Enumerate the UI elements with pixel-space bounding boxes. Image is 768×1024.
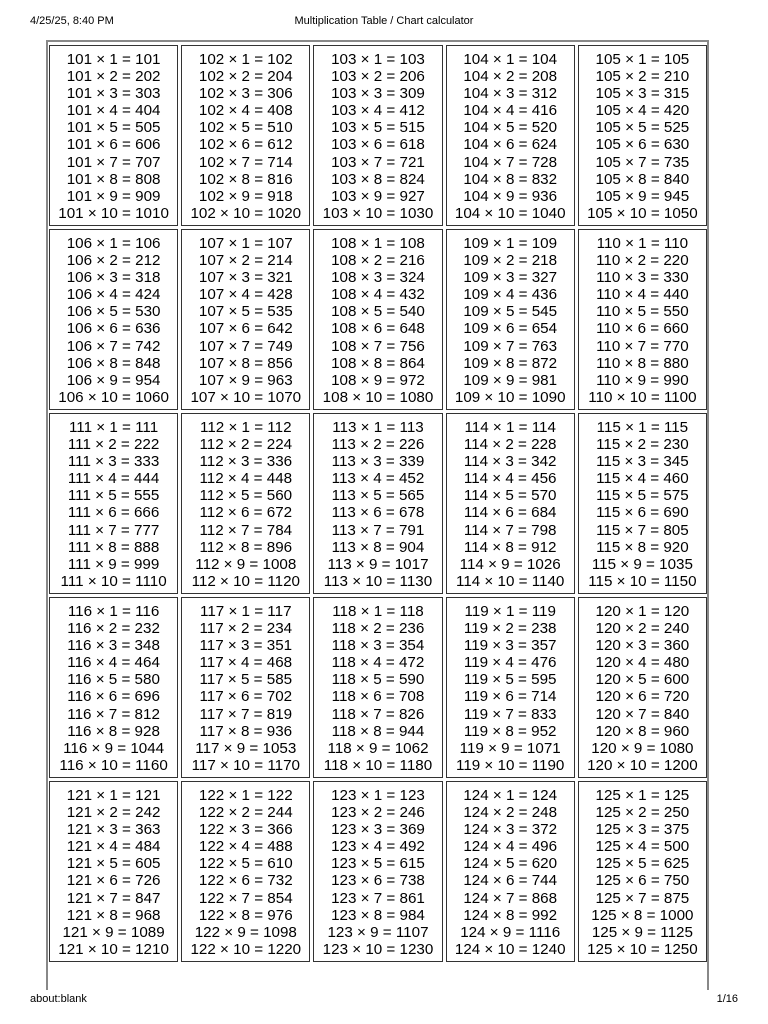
table-line: 119 × 7 = 833	[463, 705, 557, 723]
table-line: 104 × 5 = 520	[463, 119, 558, 137]
table-line: 111 × 5 = 555	[67, 487, 160, 505]
table-line: 117 × 8 = 936	[199, 722, 293, 740]
table-cell-124	[446, 781, 575, 962]
table-line: 115 × 6 = 690	[596, 504, 689, 522]
table-line: 112 × 3 = 336	[199, 453, 293, 471]
table-line: 124 × 7 = 868	[463, 889, 558, 907]
table-cell-109	[446, 229, 575, 410]
table-line: 105 × 4 = 420	[595, 102, 690, 120]
table-line: 117 × 6 = 702	[199, 688, 293, 706]
table-line: 108 × 2 = 216	[331, 252, 425, 270]
table-line: 109 × 7 = 763	[463, 337, 558, 355]
table-line: 105 × 5 = 525	[595, 119, 690, 137]
table-line: 106 × 9 = 954	[66, 371, 161, 389]
table-line: 116 × 1 = 116	[67, 603, 160, 620]
table-line: 107 × 1 = 107	[198, 235, 293, 252]
table-cell-103	[313, 45, 442, 226]
table-line: 121 × 10 = 1210	[58, 940, 169, 958]
table-line: 105 × 8 = 840	[595, 170, 690, 188]
table-line: 123 × 8 = 984	[331, 906, 425, 924]
table-line: 103 × 9 = 927	[331, 187, 425, 205]
table-line: 114 × 6 = 684	[463, 504, 557, 522]
table-line: 124 × 9 = 1116	[460, 923, 561, 941]
table-line: 116 × 4 = 464	[67, 654, 160, 672]
table-line: 121 × 6 = 726	[66, 872, 161, 890]
table-line: 113 × 4 = 452	[331, 470, 425, 488]
table-line: 104 × 10 = 1040	[454, 204, 566, 222]
page-url: about:blank	[30, 993, 87, 1005]
table-cell-115	[578, 413, 707, 594]
table-line: 111 × 9 = 999	[67, 555, 160, 573]
table-line: 121 × 5 = 605	[66, 855, 161, 873]
table-line: 122 × 3 = 366	[198, 821, 293, 839]
table-cell-104	[446, 45, 575, 226]
table-line: 119 × 10 = 1190	[456, 756, 565, 774]
table-line: 102 × 6 = 612	[198, 136, 293, 154]
table-line: 101 × 2 = 202	[66, 68, 161, 86]
table-line: 105 × 1 = 105	[595, 51, 690, 68]
table-line: 119 × 5 = 595	[463, 671, 557, 689]
table-line: 103 × 10 = 1030	[322, 204, 434, 222]
table-line: 122 × 10 = 1220	[190, 940, 302, 958]
table-line: 107 × 7 = 749	[198, 337, 293, 355]
print-header	[0, 15, 768, 31]
table-line: 104 × 6 = 624	[463, 136, 558, 154]
table-line: 117 × 1 = 117	[200, 603, 292, 620]
table-line: 101 × 5 = 505	[66, 119, 161, 137]
table-line: 105 × 7 = 735	[595, 153, 690, 171]
table-line: 109 × 2 = 218	[463, 252, 558, 270]
table-line: 110 × 4 = 440	[596, 286, 689, 304]
table-line: 107 × 9 = 963	[198, 371, 293, 389]
table-line: 110 × 9 = 990	[596, 371, 689, 389]
table-line: 115 × 2 = 230	[596, 436, 689, 454]
table-line: 113 × 10 = 1130	[323, 572, 433, 590]
table-line: 113 × 1 = 113	[332, 419, 424, 436]
table-line: 105 × 6 = 630	[595, 136, 690, 154]
table-cell-113	[313, 413, 442, 594]
table-line: 114 × 10 = 1140	[456, 572, 565, 590]
table-line: 113 × 3 = 339	[331, 453, 425, 471]
table-line: 115 × 7 = 805	[596, 521, 689, 539]
table-line: 123 × 9 = 1107	[327, 923, 429, 941]
table-line: 110 × 7 = 770	[596, 337, 689, 355]
table-line: 118 × 1 = 118	[332, 603, 424, 620]
table-line: 108 × 5 = 540	[331, 303, 425, 321]
table-line: 112 × 4 = 448	[199, 470, 293, 488]
print-footer	[0, 993, 768, 1009]
table-line: 101 × 7 = 707	[66, 153, 161, 171]
table-line: 118 × 9 = 1062	[327, 739, 429, 757]
table-line: 124 × 6 = 744	[463, 872, 558, 890]
table-line: 114 × 3 = 342	[463, 453, 557, 471]
table-line: 123 × 7 = 861	[331, 889, 425, 907]
table-line: 117 × 3 = 351	[199, 637, 293, 655]
table-line: 117 × 10 = 1170	[191, 756, 300, 774]
table-line: 118 × 3 = 354	[331, 637, 425, 655]
table-line: 104 × 2 = 208	[463, 68, 558, 86]
table-cell-108	[313, 229, 442, 410]
table-line: 106 × 6 = 636	[66, 320, 161, 338]
table-line: 117 × 2 = 234	[199, 620, 293, 638]
table-line: 106 × 8 = 848	[66, 354, 161, 372]
table-line: 103 × 6 = 618	[331, 136, 425, 154]
table-line: 109 × 10 = 1090	[454, 388, 566, 406]
table-line: 115 × 9 = 1035	[591, 555, 693, 573]
table-line: 107 × 10 = 1070	[190, 388, 302, 406]
table-line: 107 × 2 = 214	[198, 252, 293, 270]
table-line: 109 × 9 = 981	[463, 371, 558, 389]
table-line: 107 × 4 = 428	[198, 286, 293, 304]
table-line: 103 × 3 = 309	[331, 85, 425, 103]
table-line: 110 × 2 = 220	[596, 252, 689, 270]
table-line: 122 × 5 = 610	[198, 855, 293, 873]
table-line: 106 × 1 = 106	[66, 235, 161, 252]
table-cell-119	[446, 597, 575, 778]
table-line: 120 × 4 = 480	[595, 654, 690, 672]
table-line: 112 × 9 = 1008	[195, 555, 297, 573]
table-line: 113 × 7 = 791	[331, 521, 425, 539]
table-line: 101 × 4 = 404	[66, 102, 161, 120]
table-cell-118	[313, 597, 442, 778]
table-line: 122 × 7 = 854	[198, 889, 293, 907]
table-line: 122 × 6 = 732	[198, 872, 293, 890]
table-line: 125 × 9 = 1125	[591, 923, 693, 941]
table-cell-122	[181, 781, 310, 962]
table-line: 121 × 2 = 242	[66, 804, 161, 822]
table-line: 108 × 10 = 1080	[322, 388, 434, 406]
table-line: 118 × 4 = 472	[331, 654, 425, 672]
table-cell-106	[49, 229, 178, 410]
table-line: 124 × 4 = 496	[463, 838, 558, 856]
table-line: 120 × 10 = 1200	[587, 756, 698, 774]
table-line: 113 × 6 = 678	[331, 504, 425, 522]
table-line: 112 × 6 = 672	[199, 504, 293, 522]
table-line: 113 × 5 = 565	[331, 487, 425, 505]
table-line: 116 × 9 = 1044	[63, 739, 165, 757]
table-line: 121 × 3 = 363	[66, 821, 161, 839]
table-line: 112 × 7 = 784	[199, 521, 293, 539]
table-line: 125 × 1 = 125	[595, 787, 690, 804]
table-line: 120 × 2 = 240	[595, 620, 690, 638]
table-cell-121	[49, 781, 178, 962]
table-line: 104 × 9 = 936	[463, 187, 558, 205]
table-line: 120 × 5 = 600	[595, 671, 690, 689]
table-cell-120	[578, 597, 707, 778]
table-line: 120 × 8 = 960	[595, 722, 690, 740]
table-line: 119 × 1 = 119	[464, 603, 556, 620]
table-line: 109 × 1 = 109	[463, 235, 558, 252]
table-line: 125 × 2 = 250	[595, 804, 690, 822]
table-cell-111	[49, 413, 178, 594]
table-line: 106 × 3 = 318	[66, 269, 161, 287]
table-line: 121 × 4 = 484	[66, 838, 161, 856]
table-line: 106 × 5 = 530	[66, 303, 161, 321]
table-line: 116 × 7 = 812	[67, 705, 160, 723]
table-line: 107 × 6 = 642	[198, 320, 293, 338]
table-line: 109 × 6 = 654	[463, 320, 558, 338]
table-line: 122 × 4 = 488	[198, 838, 293, 856]
table-line: 120 × 1 = 120	[595, 603, 690, 620]
table-cell-114	[446, 413, 575, 594]
table-line: 119 × 8 = 952	[463, 722, 557, 740]
table-line: 113 × 8 = 904	[331, 538, 425, 556]
table-line: 103 × 7 = 721	[331, 153, 425, 171]
table-cell-102	[181, 45, 310, 226]
table-line: 102 × 3 = 306	[198, 85, 293, 103]
table-line: 124 × 1 = 124	[463, 787, 558, 804]
page-number: 1/16	[716, 993, 738, 1005]
table-line: 124 × 2 = 248	[463, 804, 558, 822]
table-line: 118 × 8 = 944	[331, 722, 425, 740]
table-line: 125 × 5 = 625	[595, 855, 690, 873]
table-line: 108 × 6 = 648	[331, 320, 425, 338]
table-line: 102 × 1 = 102	[198, 51, 293, 68]
table-line: 103 × 5 = 515	[331, 119, 425, 137]
table-line: 118 × 5 = 590	[331, 671, 425, 689]
table-line: 107 × 5 = 535	[198, 303, 293, 321]
table-line: 118 × 10 = 1180	[323, 756, 433, 774]
table-line: 122 × 1 = 122	[198, 787, 293, 804]
table-line: 101 × 10 = 1010	[58, 204, 169, 222]
table-line: 119 × 9 = 1071	[459, 739, 561, 757]
table-line: 108 × 4 = 432	[331, 286, 425, 304]
table-line: 114 × 7 = 798	[463, 521, 557, 539]
table-line: 107 × 3 = 321	[198, 269, 293, 287]
table-line: 116 × 3 = 348	[67, 637, 160, 655]
table-line: 120 × 3 = 360	[595, 637, 690, 655]
table-line: 102 × 8 = 816	[198, 170, 293, 188]
table-line: 123 × 3 = 369	[331, 821, 425, 839]
table-line: 124 × 10 = 1240	[454, 940, 566, 958]
table-line: 125 × 4 = 500	[595, 838, 690, 856]
table-line: 117 × 4 = 468	[199, 654, 293, 672]
table-line: 124 × 3 = 372	[463, 821, 558, 839]
table-cell-125	[578, 781, 707, 962]
table-line: 111 × 2 = 222	[67, 436, 160, 454]
table-line: 113 × 2 = 226	[331, 436, 425, 454]
table-cell-116	[49, 597, 178, 778]
table-line: 111 × 1 = 111	[68, 419, 159, 436]
table-line: 101 × 9 = 909	[66, 187, 161, 205]
table-line: 116 × 5 = 580	[67, 671, 160, 689]
table-line: 119 × 6 = 714	[463, 688, 557, 706]
table-line: 104 × 1 = 104	[463, 51, 558, 68]
table-line: 123 × 1 = 123	[331, 787, 425, 804]
table-line: 110 × 8 = 880	[596, 354, 689, 372]
table-line: 111 × 3 = 333	[67, 453, 160, 471]
table-line: 102 × 4 = 408	[198, 102, 293, 120]
table-line: 116 × 8 = 928	[67, 722, 160, 740]
table-line: 105 × 10 = 1050	[587, 204, 698, 222]
table-line: 114 × 1 = 114	[464, 419, 556, 436]
table-line: 106 × 10 = 1060	[58, 388, 169, 406]
table-line: 102 × 9 = 918	[198, 187, 293, 205]
table-cell-123	[313, 781, 442, 962]
table-line: 121 × 8 = 968	[66, 906, 161, 924]
table-line: 119 × 3 = 357	[463, 637, 557, 655]
table-line: 105 × 2 = 210	[595, 68, 690, 86]
table-line: 112 × 8 = 896	[199, 538, 293, 556]
table-line: 118 × 2 = 236	[331, 620, 425, 638]
table-line: 123 × 4 = 492	[331, 838, 425, 856]
table-cell-105	[578, 45, 707, 226]
table-line: 114 × 2 = 228	[463, 436, 557, 454]
table-cell-101	[49, 45, 178, 226]
table-line: 106 × 7 = 742	[66, 337, 161, 355]
table-line: 121 × 9 = 1089	[62, 923, 165, 941]
table-line: 102 × 7 = 714	[198, 153, 293, 171]
table-line: 102 × 2 = 204	[198, 68, 293, 86]
table-line: 105 × 9 = 945	[595, 187, 690, 205]
table-line: 108 × 1 = 108	[331, 235, 425, 252]
table-line: 103 × 4 = 412	[331, 102, 425, 120]
table-line: 108 × 8 = 864	[331, 354, 425, 372]
table-line: 113 × 9 = 1017	[327, 555, 429, 573]
table-line: 110 × 1 = 110	[596, 235, 689, 252]
table-line: 107 × 8 = 856	[198, 354, 293, 372]
table-cell-107	[181, 229, 310, 410]
table-line: 118 × 7 = 826	[331, 705, 425, 723]
table-line: 109 × 5 = 545	[463, 303, 558, 321]
table-line: 104 × 8 = 832	[463, 170, 558, 188]
table-cell-112	[181, 413, 310, 594]
table-line: 117 × 7 = 819	[199, 705, 293, 723]
table-line: 109 × 3 = 327	[463, 269, 558, 287]
table-line: 124 × 8 = 992	[463, 906, 558, 924]
table-line: 125 × 10 = 1250	[587, 940, 698, 958]
table-line: 108 × 9 = 972	[331, 371, 425, 389]
table-line: 109 × 4 = 436	[463, 286, 558, 304]
table-line: 114 × 9 = 1026	[459, 555, 561, 573]
table-line: 121 × 1 = 121	[66, 787, 161, 804]
table-line: 124 × 5 = 620	[463, 855, 558, 873]
table-line: 116 × 6 = 696	[67, 688, 160, 706]
table-line: 103 × 8 = 824	[331, 170, 425, 188]
table-line: 117 × 5 = 585	[199, 671, 293, 689]
table-line: 106 × 2 = 212	[66, 252, 161, 270]
table-line: 110 × 5 = 550	[596, 303, 689, 321]
table-line: 125 × 8 = 1000	[591, 906, 694, 924]
table-line: 120 × 7 = 840	[595, 705, 690, 723]
table-line: 112 × 10 = 1120	[191, 572, 300, 590]
table-line: 103 × 1 = 103	[331, 51, 425, 68]
table-line: 108 × 7 = 756	[331, 337, 425, 355]
table-line: 117 × 9 = 1053	[195, 739, 297, 757]
table-line: 125 × 7 = 875	[595, 889, 690, 907]
table-line: 101 × 1 = 101	[66, 51, 161, 68]
table-line: 115 × 3 = 345	[596, 453, 689, 471]
table-line: 112 × 5 = 560	[199, 487, 293, 505]
table-line: 123 × 5 = 615	[331, 855, 425, 873]
table-line: 114 × 8 = 912	[463, 538, 557, 556]
table-line: 111 × 7 = 777	[67, 521, 160, 539]
table-line: 108 × 3 = 324	[331, 269, 425, 287]
table-line: 118 × 6 = 708	[331, 688, 425, 706]
table-line: 119 × 4 = 476	[463, 654, 557, 672]
table-line: 115 × 8 = 920	[596, 538, 689, 556]
table-line: 112 × 2 = 224	[199, 436, 293, 454]
table-line: 122 × 2 = 244	[198, 804, 293, 822]
print-datetime: 4/25/25, 8:40 PM	[30, 15, 114, 27]
table-cell-117	[181, 597, 310, 778]
table-line: 103 × 2 = 206	[331, 68, 425, 86]
table-line: 111 × 8 = 888	[67, 538, 160, 556]
table-line: 105 × 3 = 315	[595, 85, 690, 103]
table-line: 123 × 10 = 1230	[322, 940, 434, 958]
multiplication-grid	[49, 45, 707, 962]
table-cell-110	[578, 229, 707, 410]
table-line: 123 × 2 = 246	[331, 804, 425, 822]
table-line: 115 × 10 = 1150	[588, 572, 697, 590]
table-line: 115 × 4 = 460	[596, 470, 689, 488]
table-line: 111 × 4 = 444	[67, 470, 160, 488]
table-line: 122 × 9 = 1098	[194, 923, 297, 941]
table-line: 110 × 3 = 330	[596, 269, 689, 287]
table-line: 102 × 10 = 1020	[190, 204, 302, 222]
table-line: 120 × 9 = 1080	[591, 739, 694, 757]
table-line: 122 × 8 = 976	[198, 906, 293, 924]
table-line: 115 × 5 = 575	[596, 487, 689, 505]
table-line: 114 × 4 = 456	[463, 470, 557, 488]
table-line: 120 × 6 = 720	[595, 688, 690, 706]
table-line: 109 × 8 = 872	[463, 354, 558, 372]
table-line: 104 × 3 = 312	[463, 85, 558, 103]
table-line: 114 × 5 = 570	[463, 487, 557, 505]
table-line: 111 × 10 = 1110	[60, 572, 167, 590]
table-line: 119 × 2 = 238	[463, 620, 557, 638]
table-line: 125 × 3 = 375	[595, 821, 690, 839]
table-line: 123 × 6 = 738	[331, 872, 425, 890]
table-line: 101 × 3 = 303	[66, 85, 161, 103]
table-line: 116 × 2 = 232	[67, 620, 160, 638]
table-line: 115 × 1 = 115	[596, 419, 689, 436]
table-line: 104 × 7 = 728	[463, 153, 558, 171]
table-line: 110 × 6 = 660	[596, 320, 689, 338]
table-line: 116 × 10 = 1160	[59, 756, 168, 774]
table-line: 104 × 4 = 416	[463, 102, 558, 120]
table-line: 111 × 6 = 666	[67, 504, 160, 522]
table-line: 102 × 5 = 510	[198, 119, 293, 137]
table-line: 110 × 10 = 1100	[588, 388, 697, 406]
table-line: 106 × 4 = 424	[66, 286, 161, 304]
table-line: 112 × 1 = 112	[200, 419, 292, 436]
document-title: Multiplication Table / Chart calculator	[294, 15, 474, 27]
table-line: 121 × 7 = 847	[66, 889, 161, 907]
table-line: 125 × 6 = 750	[595, 872, 690, 890]
table-line: 101 × 6 = 606	[66, 136, 161, 154]
table-line: 101 × 8 = 808	[66, 170, 161, 188]
